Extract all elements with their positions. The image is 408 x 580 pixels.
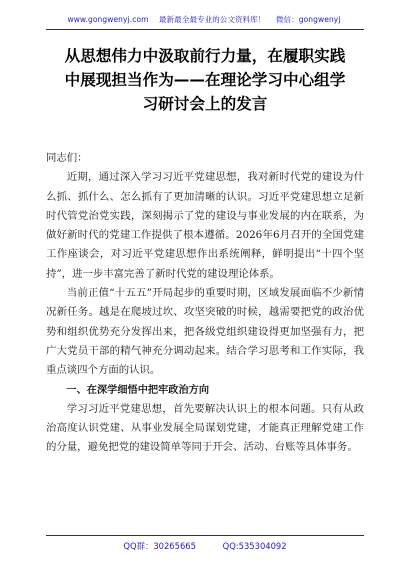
header-divider [46,29,364,30]
section-1-paragraph: 学习习近平党建思想，首先要解决认识上的根本问题。只有从政治高度认识党建、从事业发展全局谋划党建，才能真正理解党建工作的分量，避免把党的建设简单等同于开会、活动、台账等具体事务。 [46,402,364,454]
greeting: 同志们： [46,152,88,164]
paragraph-1: 近期，通过深入学习习近平党建思想，我对新时代党的建设为什么抓、抓什么、怎么抓有了更加清晰的认识。习近平党建思想立足新时代管党治党实践，深刻揭示了党的建设与事业发展的内在联系，为做好新时代的党建工作提供了根本遵循。2026年6月召开的全国党建工作座谈会，对习近平党建思想作出系统阐释，鲜明提出“十四个坚持”，进一步丰富完善了新时代党的建设理论体系。 [46,171,364,280]
header-wechat: 微信：gongwenyj [275,15,341,24]
header-site-link[interactable]: www.gongwenyj.com [67,15,149,24]
footer-divider [46,535,364,536]
title-line-2: 中展现担当作为——在理论学习中心组学 [64,71,346,89]
title-line-3: 习研讨会上的发言 [142,95,268,113]
footer-qq: QQ:535304092 [222,541,287,551]
section-heading-1: 一、在深学细悟中把牢政治方向 [66,384,210,396]
document-body [46,149,364,458]
paragraph-2: 当前正值“十五五”开局起步的重要时期，区域发展面临不少新情况新任务。越是在爬坡过坎、攻坚突破的时候，越需要把党的政治优势和组织优势充分发挥出来，把各级党组织建设得更加坚强有力，把广大党员干部的精气神充分调动起来。结合学习思考和工作实际，我重点谈四个方面的认识。 [46,287,364,377]
footer-qq-group: QQ群：30265665 [123,541,196,551]
document-title [46,44,364,116]
page-header [52,14,356,25]
header-tagline: 最新最全最专业的公文资料库！ [159,15,266,24]
title-line-1: 从思想伟力中汲取前行力量，在履职实践 [64,47,346,65]
page-footer [46,540,364,552]
